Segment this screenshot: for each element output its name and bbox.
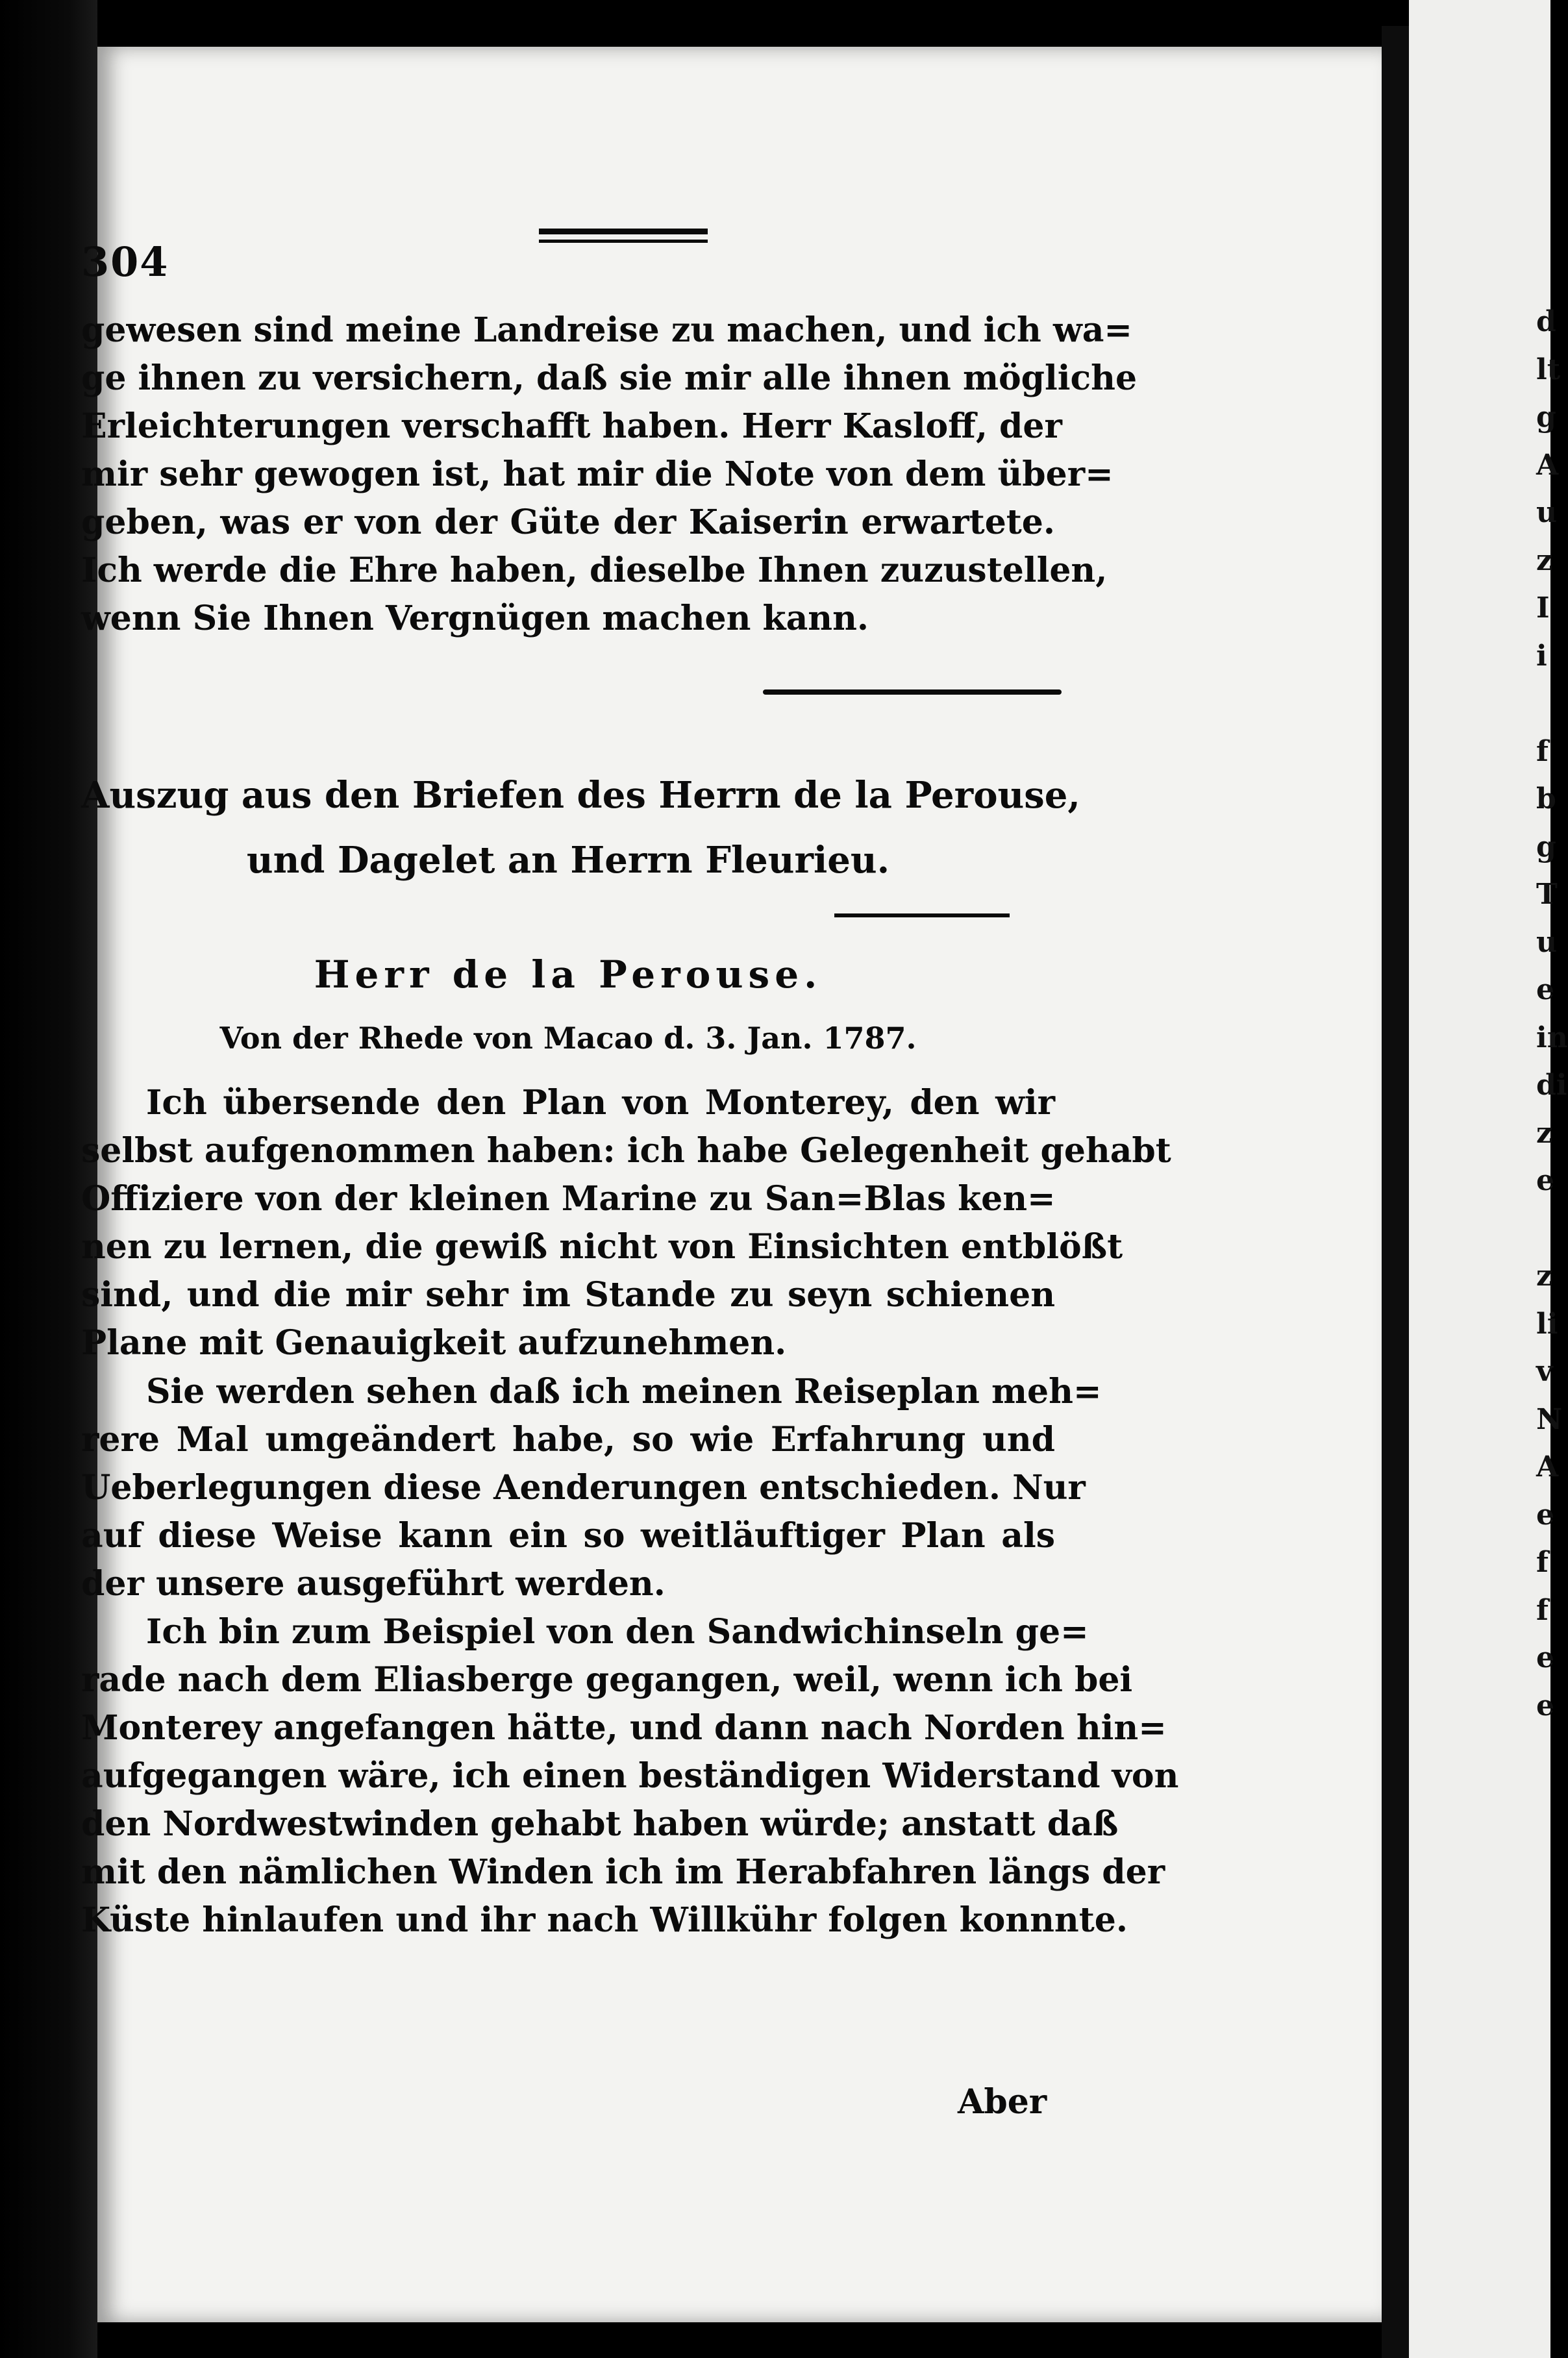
facing-page-fragment: f [1536,1546,1549,1579]
text-line: Sie werden sehen daß ich meinen Reiseplan meh= [146,1372,1102,1411]
facing-page-fragment: I [1536,591,1550,625]
facing-page-fragment: u [1536,925,1557,959]
intro-paragraph [81,306,1138,643]
facing-page-fragment: e [1536,1498,1554,1532]
text-line: gewesen sind meine Landreise zu machen, und ich wa= [81,310,1132,350]
facing-page-fragment: z [1536,543,1552,577]
facing-page-fragment: v [1536,1355,1553,1388]
facing-page-fragment: z [1536,1260,1552,1293]
text-line: mit den nämlichen Winden ich im Herabfahren längs der [81,1852,1165,1892]
header-ornament-rule [539,229,708,243]
facing-page-fragment: z [1536,1116,1552,1150]
facing-page-fragment: f [1536,1593,1549,1627]
body-paragraph-3 [81,1608,1179,1944]
text-line: ge ihnen zu versichern, daß sie mir alle ihnen mögliche [81,358,1138,398]
text-line: Küste hinlaufen und ihr nach Willkühr folgen konnnte. [81,1900,1128,1940]
facing-page-fragment: d [1536,305,1556,338]
text-line: auf diese Weise kann ein so weitläuftiger Plan als [81,1516,1055,1556]
facing-page-fragment: e [1536,1641,1554,1674]
text-line: Ich übersende den Plan von Monterey, den wir [146,1083,1055,1123]
subsection-title: Herr de la Perouse. [314,952,823,997]
facing-page-fragment: A [1536,448,1559,482]
facing-page-fragment: b [1536,782,1556,815]
text-line: rere Mal umgeändert habe, so wie Erfahrung und [81,1420,1055,1459]
facing-page-fragment: li [1536,1307,1558,1341]
text-line: Offiziere von der kleinen Marine zu San=Blas ken= [81,1179,1056,1219]
page-number: 304 [81,238,169,286]
section-title-line-2: und Dagelet an Herrn Fleurieu. [246,839,890,882]
body-paragraph-1 [81,1079,1171,1367]
facing-page-fragment: di [1536,1069,1567,1102]
book-page-right-sliver [1409,0,1568,2358]
page-gutter [1382,26,1409,2358]
facing-page-fragment: u [1536,496,1557,529]
section-title-line-1: Auszug aus den Briefen des Herrn de la Perouse, [81,774,1080,817]
facing-page-fragment: T [1536,878,1558,911]
facing-page-fragment: lt [1536,353,1561,386]
text-line: nen zu lernen, die gewiß nicht von Einsichten entblößt [81,1227,1123,1267]
text-line: geben, was er von der Güte der Kaiserin erwartete. [81,503,1055,542]
text-line: Erleichterungen verschafft haben. Herr Kasloff, der [81,406,1062,446]
body-paragraph-2 [81,1368,1102,1608]
facing-page-fragment: A [1536,1450,1559,1483]
text-line: mir sehr gewogen ist, hat mir die Note von dem über= [81,454,1114,494]
facing-page-fragment: f [1536,734,1549,768]
text-line: aufgegangen wäre, ich einen beständigen Widerstand von [81,1756,1179,1796]
facing-page-fragment: N [1536,1402,1563,1436]
text-line: rade nach dem Eliasberge gegangen, weil, wenn ich bei [81,1660,1133,1700]
title-underline-rule [834,913,1010,917]
text-line: wenn Sie Ihnen Vergnügen machen kann. [81,599,869,638]
facing-page-fragment: in [1536,1021,1568,1054]
text-line: Plane mit Genauigkeit aufzunehmen. [81,1323,787,1363]
text-line: Ueberlegungen diese Aenderungen entschieden. Nur [81,1468,1086,1508]
section-divider-rule [763,689,1062,695]
facing-page-fragment: g [1536,830,1556,863]
catchword: Aber [958,2082,1047,2122]
text-line: Ich bin zum Beispiel von den Sandwichinseln ge= [146,1612,1089,1652]
text-line: den Nordwestwinden gehabt haben würde; anstatt daß [81,1804,1119,1844]
facing-page-fragment: i [1536,639,1547,673]
book-page-left [81,47,1382,2322]
facing-page-fragment: e [1536,973,1554,1006]
facing-page-fragment: e [1536,1689,1554,1722]
text-line: Ich werde die Ehre haben, dieselbe Ihnen zuzustellen, [81,551,1108,590]
text-line: sind, und die mir sehr im Stande zu seyn schienen [81,1275,1055,1315]
text-line: selbst aufgenommen haben: ich habe Gelegenheit gehabt [81,1131,1171,1171]
text-line: Monterey angefangen hätte, und dann nach Norden hin= [81,1708,1167,1748]
text-line: der unsere ausgeführt werden. [81,1564,666,1604]
dateline: Von der Rhede von Macao d. 3. Jan. 1787. [219,1021,917,1056]
facing-page-fragment: e [1536,1164,1554,1197]
facing-page-fragment: g [1536,401,1556,434]
